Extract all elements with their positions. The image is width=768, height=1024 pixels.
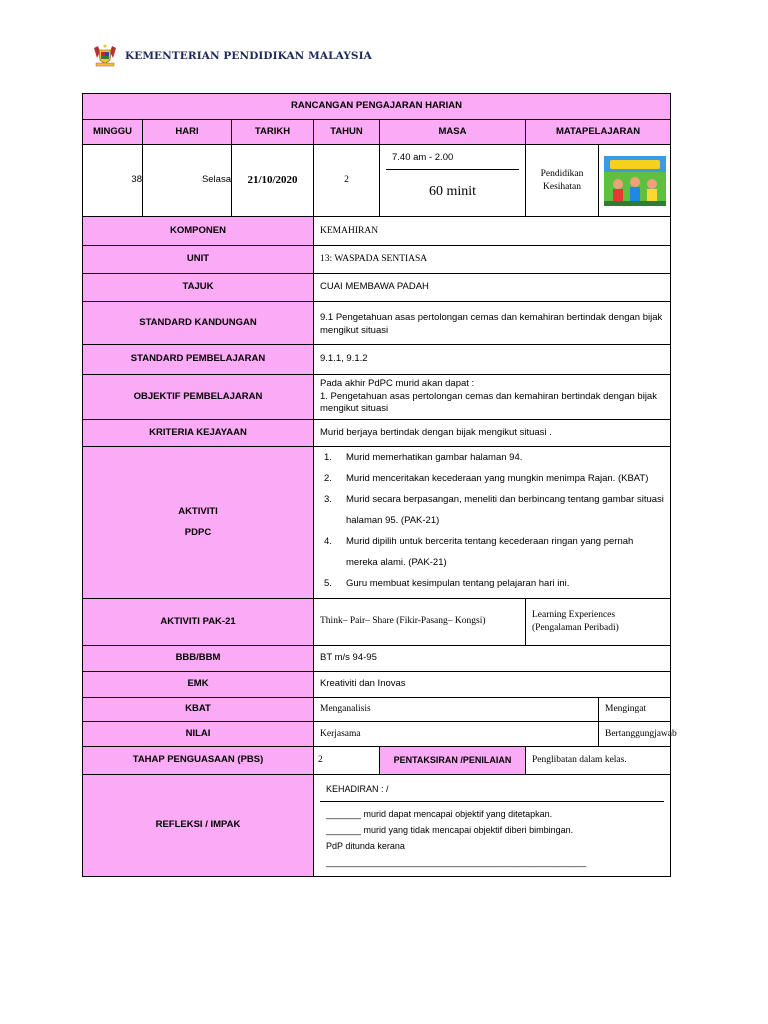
aktiviti-label-line1: AKTIVITI	[178, 505, 218, 517]
standard-pembelajaran-label: STANDARD PEMBELAJARAN	[83, 345, 314, 375]
list-item-text: Murid secara berpasangan, meneliti dan berbincang tentang gambar situasi halaman 95. (PAK-21)	[346, 494, 664, 526]
kbat-value-b: Mengingat	[599, 698, 671, 722]
komponen-label: KOMPONEN	[83, 217, 314, 246]
objektif-value	[314, 375, 671, 420]
refleksi-body	[320, 802, 664, 874]
list-item	[324, 531, 664, 573]
list-item-text: Murid menceritakan kecederaan yang mungkin menimpa Rajan. (KBAT)	[346, 473, 649, 484]
aktiviti-label-line2: PDPC	[184, 526, 212, 538]
tajuk-value: CUAI MEMBAWA PADAH	[314, 274, 671, 302]
kbat-label: KBAT	[83, 698, 314, 722]
list-item-number: 1.	[324, 452, 332, 463]
kriteria-label: KRITERIA KEJAYAAN	[83, 420, 314, 447]
matapelajaran-header: MATAPELAJARAN	[526, 120, 671, 145]
textbook-cover	[599, 145, 671, 217]
list-item-number: 2.	[324, 473, 332, 484]
kriteria-value: Murid berjaya bertindak dengan bijak mengikut situasi .	[314, 420, 671, 447]
pentaksiran-label: PENTAKSIRAN /PENILAIAN	[380, 747, 526, 775]
nilai-value-b: Bertanggungjawab	[599, 722, 671, 747]
list-item-number: 3.	[324, 494, 332, 505]
hari-header: HARI	[143, 120, 232, 145]
tajuk-label: TAJUK	[83, 274, 314, 302]
masa-duration: 60 minit	[428, 183, 477, 199]
tarikh-value: 21/10/2020	[232, 145, 314, 217]
komponen-value: KEMAHIRAN	[314, 217, 671, 246]
nilai-value-a: Kerjasama	[314, 722, 599, 747]
refleksi-line: _______ murid dapat mencapai objektif yang ditetapkan.	[326, 809, 553, 819]
lesson-plan-table	[82, 93, 677, 877]
list-item	[324, 489, 664, 531]
refleksi-line: PdP ditunda kerana ____________________________________________________	[326, 841, 587, 867]
subject-value: Pendidikan Kesihatan	[526, 145, 599, 217]
list-item-text: Guru membuat kesimpulan tentang pelajaran hari ini.	[346, 578, 570, 589]
standard-kandungan-label: STANDARD KANDUNGAN	[83, 302, 314, 345]
list-item-text: Murid memerhatikan gambar halaman 94.	[346, 452, 523, 463]
list-item	[324, 573, 664, 594]
refleksi-label: REFLEKSI / IMPAK	[83, 775, 314, 877]
nilai-label: NILAI	[83, 722, 314, 747]
refleksi-line: _______ murid yang tidak mencapai objektif diberi bimbingan.	[326, 825, 574, 835]
textbook-cover-image	[604, 156, 666, 206]
plan-title: RANCANGAN PENGAJARAN HARIAN	[83, 94, 671, 120]
masa-header: MASA	[380, 120, 526, 145]
aktiviti-label	[83, 447, 314, 599]
masa-time: 7.40 am - 2.00	[386, 147, 519, 170]
refleksi-value	[314, 775, 671, 877]
list-item	[324, 447, 664, 468]
bbb-label: BBB/BBM	[83, 646, 314, 672]
kehadiran-line: KEHADIRAN : /	[320, 777, 664, 802]
standard-kandungan-value: 9.1 Pengetahuan asas pertolongan cemas dan kemahiran bertindak dengan bijak mengikut situasi	[314, 302, 671, 345]
pak21-strategy-a: Think– Pair– Share (Fikir-Pasang– Kongsi)	[314, 599, 526, 646]
objektif-intro: Pada akhir PdPC murid akan dapat :	[320, 377, 475, 389]
tahap-label: TAHAP PENGUASAAN (PBS)	[83, 747, 314, 775]
kbat-value-a: Menganalisis	[314, 698, 599, 722]
emk-label: EMK	[83, 672, 314, 698]
unit-label: UNIT	[83, 246, 314, 274]
masa-value	[380, 145, 526, 217]
aktiviti-list	[320, 447, 664, 594]
list-item-number: 4.	[324, 536, 332, 547]
tahun-value: 2	[314, 145, 380, 217]
minggu-header: MINGGU	[83, 120, 143, 145]
minggu-value: 38	[83, 145, 143, 217]
pak21-strategy-b: Learning Experiences (Pengalaman Peribadi)	[526, 599, 671, 646]
pak21-label: AKTIVITI PAK-21	[83, 599, 314, 646]
hari-value: Selasa	[143, 145, 232, 217]
emk-value: Kreativiti dan Inovas	[314, 672, 671, 698]
ministry-header	[91, 44, 372, 68]
objektif-item: 1. Pengetahuan asas pertolongan cemas dan kemahiran bertindak dengan bijak mengikut situasi	[320, 390, 657, 415]
tarikh-header: TARIKH	[232, 120, 314, 145]
unit-value: 13: WASPADA SENTIASA	[314, 246, 671, 274]
tahun-header: TAHUN	[314, 120, 380, 145]
list-item-text: Murid dipilih untuk bercerita tentang kecederaan ringan yang pernah mereka alami. (PAK-21)	[346, 536, 634, 568]
aktiviti-list-cell	[314, 447, 671, 599]
ministry-name: KEMENTERIAN PENDIDIKAN MALAYSIA	[125, 50, 372, 62]
standard-pembelajaran-value: 9.1.1, 9.1.2	[314, 345, 671, 375]
malaysia-crest-icon	[91, 44, 119, 68]
list-item-number: 5.	[324, 578, 332, 589]
pentaksiran-value: Penglibatan dalam kelas.	[526, 747, 671, 775]
objektif-label: OBJEKTIF PEMBELAJARAN	[83, 375, 314, 420]
list-item	[324, 468, 664, 489]
tahap-value: 2	[314, 747, 380, 775]
bbb-value: BT m/s 94-95	[314, 646, 671, 672]
